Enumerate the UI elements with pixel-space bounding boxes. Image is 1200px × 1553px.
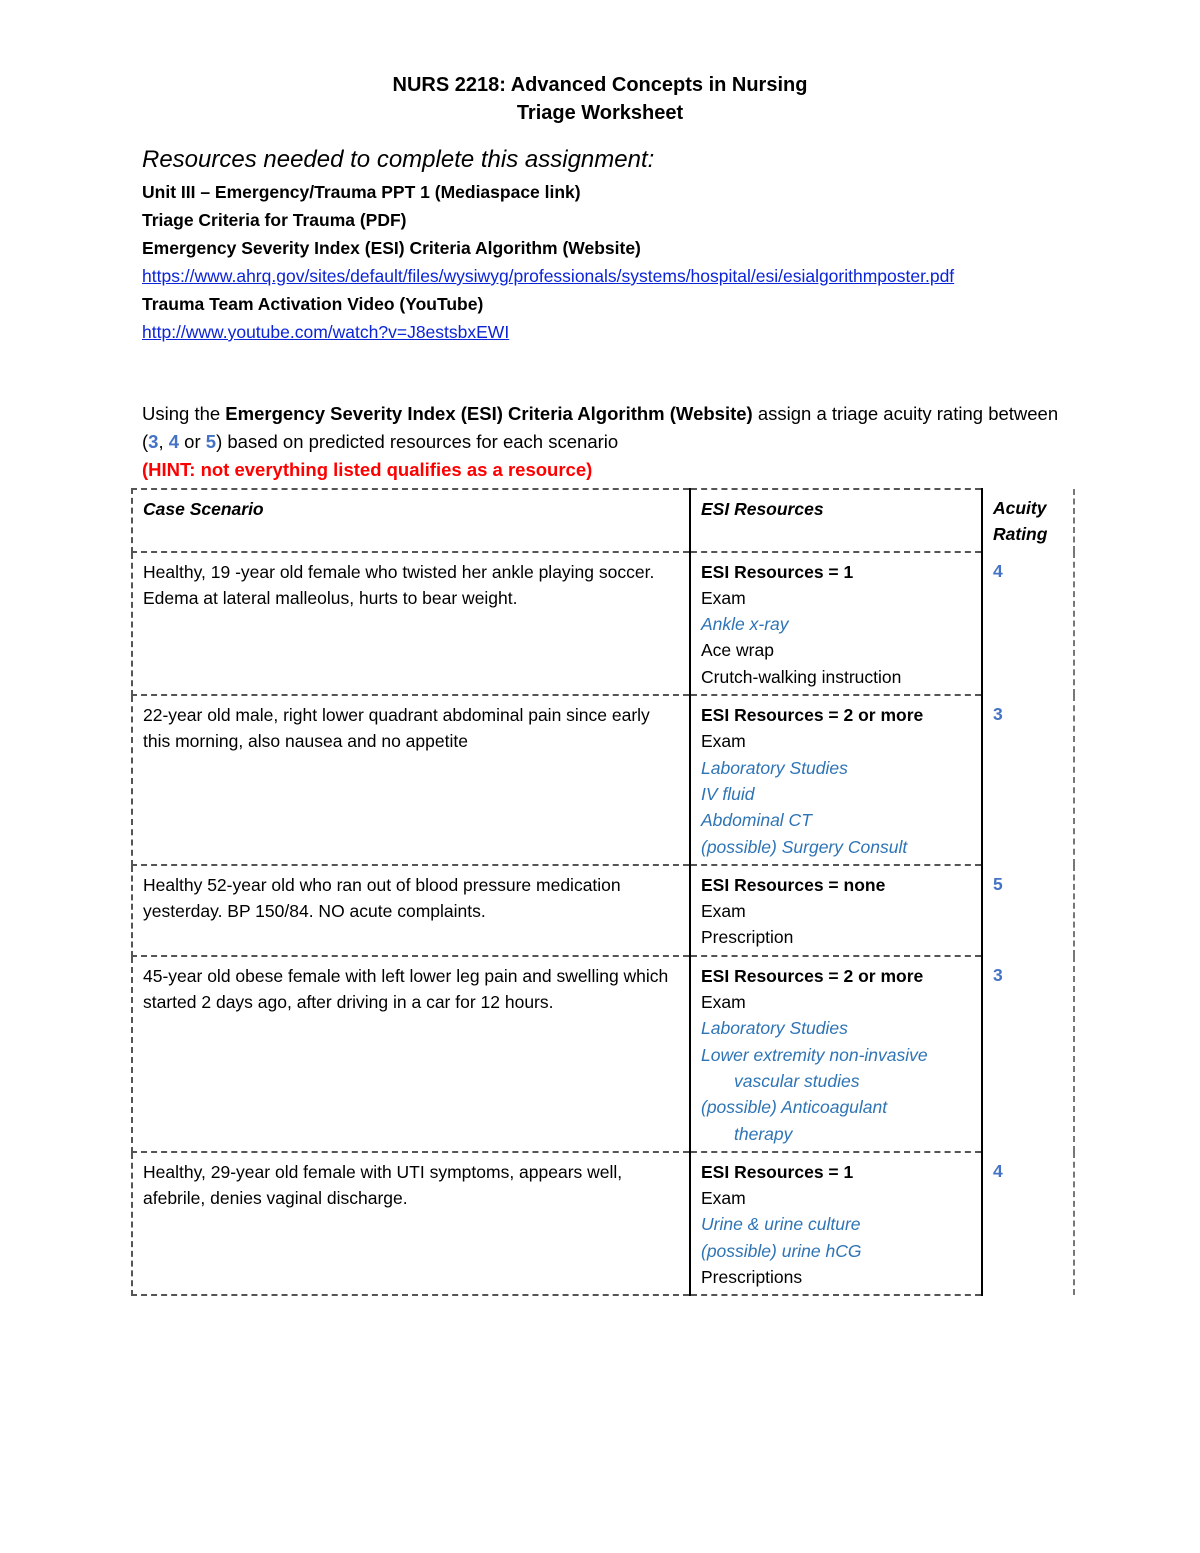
scenario-text: 22-year old male, right lower quadrant abdominal pain since early this morning, also nausea and no appetite xyxy=(143,705,650,752)
resource-item: Laboratory Studies xyxy=(701,757,848,778)
table-row xyxy=(132,1152,1074,1295)
resource-item: Ankle x-ray xyxy=(701,614,789,635)
resource-ppt: Unit III – Emergency/Trauma PPT 1 (Mediaspace link) xyxy=(142,182,581,202)
resource-item: therapy xyxy=(734,1123,793,1144)
scenario-text: Healthy 52-year old who ran out of blood pressure medication yesterday. BP 150/84. NO acute complaints. xyxy=(143,874,621,922)
esi-resources xyxy=(690,956,982,1152)
resource-item: (possible) Anticoagulant xyxy=(701,1097,888,1118)
resource-item: Exam xyxy=(701,992,746,1013)
esi-resource-count: ESI Resources = 2 or more xyxy=(701,965,924,986)
table-row xyxy=(132,695,1074,865)
triage-table xyxy=(131,488,1075,1296)
worksheet-title: Triage Worksheet xyxy=(516,102,684,124)
resource-pdf: Triage Criteria for Trauma (PDF) xyxy=(142,210,407,230)
resource-esi-website: Emergency Severity Index (ESI) Criteria Algorithm (Website) xyxy=(142,238,641,258)
resource-item: vascular studies xyxy=(734,1070,860,1091)
resource-item: (possible) urine hCG xyxy=(701,1240,862,1261)
instructions-text-1: Using the xyxy=(142,403,226,424)
rating-option-4: 4 xyxy=(168,431,180,452)
instructions-esi-reference: Emergency Severity Index (ESI) Criteria Algorithm (Website) xyxy=(225,403,753,424)
resource-item: Prescription xyxy=(701,927,794,948)
case-scenario xyxy=(132,552,690,695)
resource-item: Ace wrap xyxy=(701,640,774,661)
case-scenario xyxy=(132,695,690,865)
rating-option-3: 3 xyxy=(148,431,159,452)
resource-item: Abdominal CT xyxy=(701,810,812,831)
instructions-text-3: ) based on predicted resources for each scenario xyxy=(216,431,619,452)
scenario-text: 45-year old obese female with left lower leg pain and swelling which started 2 days ago, after driving in a car for 12 hours. xyxy=(143,965,669,1013)
instructions-text-2: assign a triage acuity rating between ( xyxy=(142,403,1059,452)
esi-resource-count: ESI Resources = none xyxy=(701,874,886,895)
youtube-video-link[interactable]: http://www.youtube.com/watch?v=J8estsbxEWI xyxy=(142,322,510,342)
resource-item: Urine & urine culture xyxy=(701,1214,861,1235)
esi-resource-count: ESI Resources = 2 or more xyxy=(701,705,924,726)
acuity-rating xyxy=(982,695,1074,865)
resource-item: Laboratory Studies xyxy=(701,1018,848,1039)
table-row xyxy=(132,552,1074,695)
instructions-sep-2: or xyxy=(179,431,206,452)
course-title: NURS 2218: Advanced Concepts in Nursing xyxy=(392,74,808,96)
table-header-row xyxy=(132,489,1074,552)
acuity-rating-value: 3 xyxy=(993,964,1003,985)
acuity-rating-value: 4 xyxy=(993,560,1003,581)
instructions-sep-1: , xyxy=(158,431,169,452)
acuity-rating xyxy=(982,956,1074,1152)
resources-heading: Resources needed to complete this assignment: xyxy=(142,146,655,173)
esi-algorithm-link[interactable]: https://www.ahrq.gov/sites/default/files/wysiwyg/professionals/systems/hospital/esi/esialgorithmposter.pdf xyxy=(142,266,955,286)
case-scenario xyxy=(132,956,690,1152)
rating-option-5: 5 xyxy=(205,431,217,452)
case-scenario xyxy=(132,865,690,956)
header-case-scenario: Case Scenario xyxy=(132,489,690,552)
acuity-rating-value: 4 xyxy=(993,1160,1003,1181)
resource-video: Trauma Team Activation Video (YouTube) xyxy=(142,294,484,314)
resource-item: (possible) Surgery Consult xyxy=(701,836,908,857)
esi-resource-count: ESI Resources = 1 xyxy=(701,561,854,582)
acuity-rating-value: 3 xyxy=(993,704,1003,725)
header-acuity-rating: Acuity Rating xyxy=(982,489,1074,552)
resource-item: Exam xyxy=(701,587,746,608)
case-scenario xyxy=(132,1152,690,1295)
esi-resource-count: ESI Resources = 1 xyxy=(701,1161,854,1182)
header-esi-resources: ESI Resources xyxy=(690,489,982,552)
esi-resources xyxy=(690,552,982,695)
acuity-rating xyxy=(982,1152,1074,1295)
table-row xyxy=(132,956,1074,1152)
resource-item: Lower extremity non-invasive xyxy=(701,1044,928,1065)
acuity-rating xyxy=(982,865,1074,956)
acuity-rating-value: 5 xyxy=(993,873,1003,894)
resource-item: Exam xyxy=(701,1188,746,1209)
esi-resources xyxy=(690,865,982,956)
resource-item: Exam xyxy=(701,731,746,752)
resource-item: Crutch-walking instruction xyxy=(701,666,902,687)
esi-resources xyxy=(690,695,982,865)
resource-item: Prescriptions xyxy=(701,1267,803,1288)
scenario-text: Healthy, 29-year old female with UTI symptoms, appears well, afebrile, denies vaginal discharge. xyxy=(143,1161,623,1209)
resource-item: Exam xyxy=(701,901,746,922)
hint-text: (HINT: not everything listed qualifies as a resource) xyxy=(142,459,593,480)
resource-list xyxy=(142,178,1062,346)
scenario-text: Healthy, 19 -year old female who twisted her ankle playing soccer. Edema at lateral malleolus, hurts to bear weight. xyxy=(143,561,655,608)
acuity-rating xyxy=(982,552,1074,695)
esi-resources xyxy=(690,1152,982,1295)
resource-item: IV fluid xyxy=(701,783,755,804)
instructions xyxy=(142,400,1062,484)
table-row xyxy=(132,865,1074,956)
